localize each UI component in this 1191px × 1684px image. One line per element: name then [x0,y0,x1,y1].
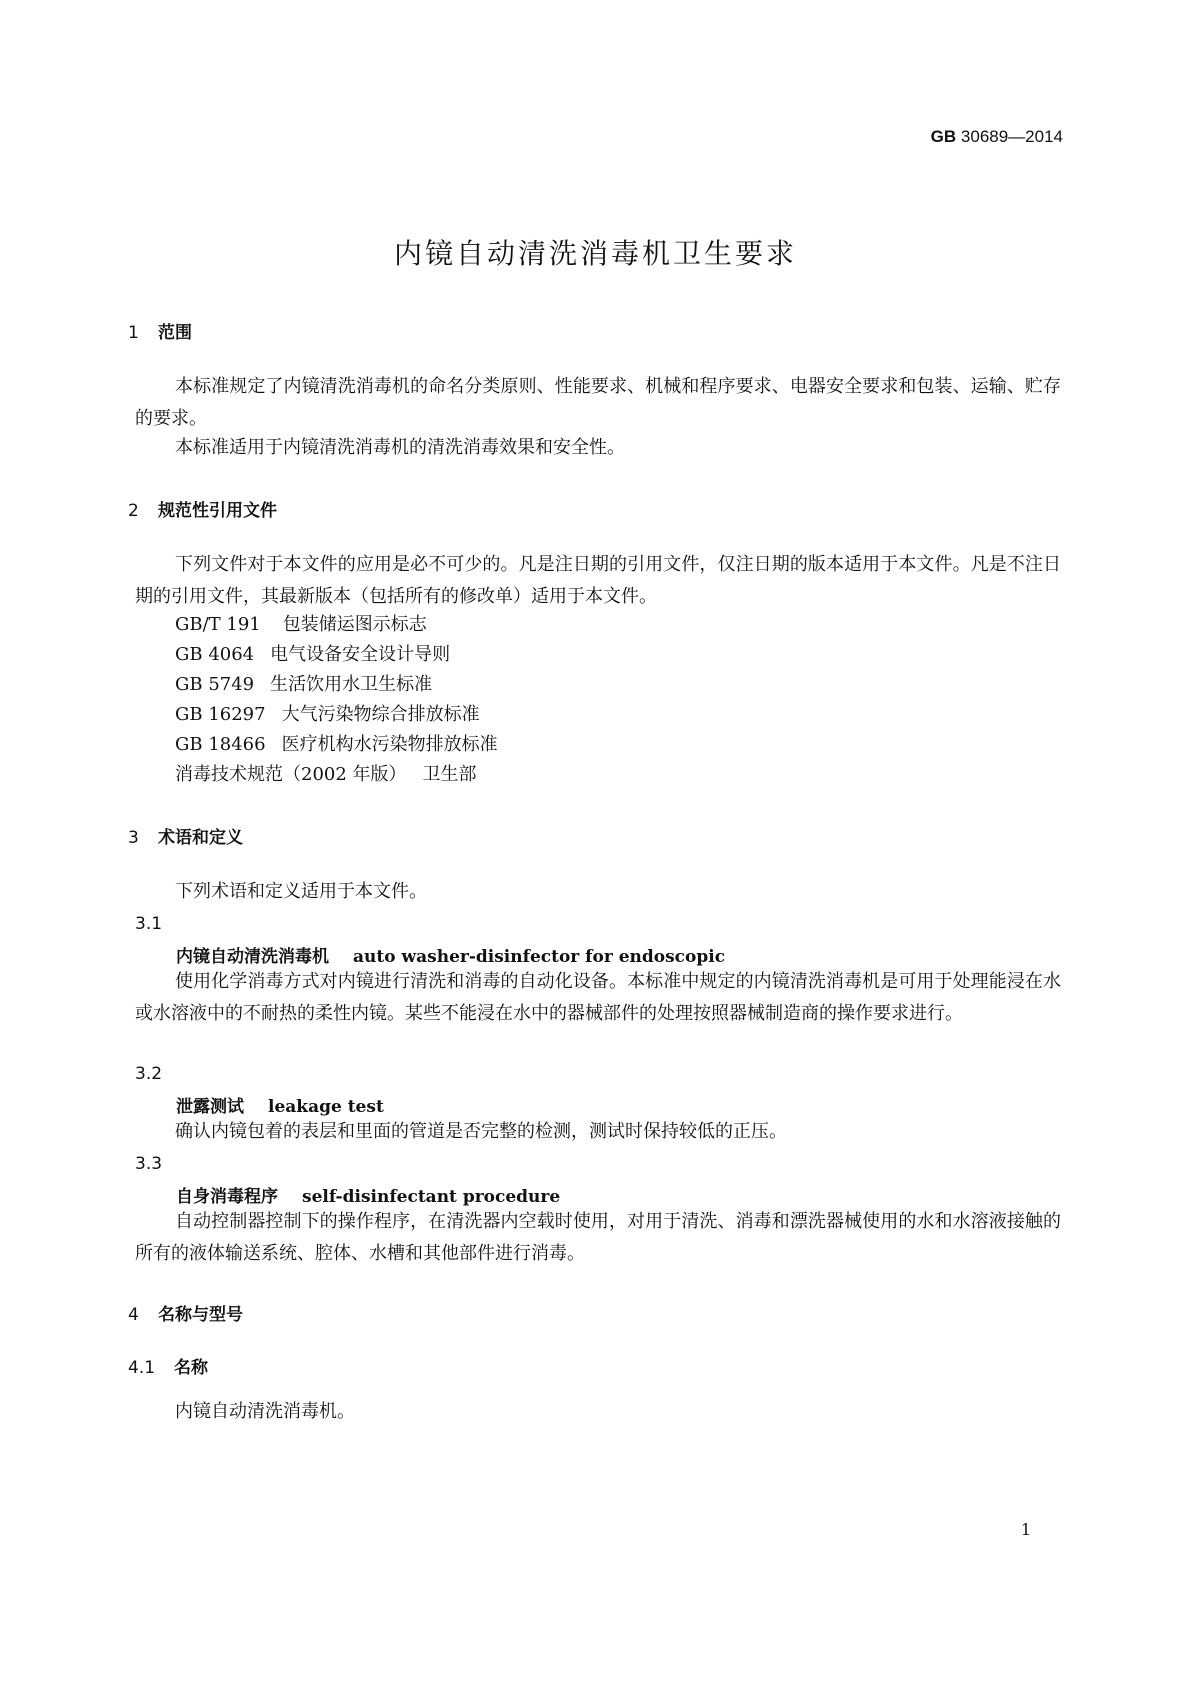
term-chinese: 内镜自动清洗消毒机 [176,947,329,967]
standard-code [931,127,1063,147]
clause-number: 3.2 [135,1064,163,1084]
reference-code: GB 5749 [175,674,255,695]
section-title: 名称与型号 [158,1305,243,1325]
reference-item [175,699,480,731]
clause-number: 3.3 [135,1154,163,1174]
subsection-4-1-heading [128,1353,208,1378]
reference-code: GB 16297 [175,704,266,725]
reference-item [175,609,427,641]
term-chinese: 自身消毒程序 [176,1187,278,1207]
reference-code: GB 4064 [175,644,255,665]
reference-title: 大气污染物综合排放标准 [281,704,480,725]
term-english: leakage test [268,1097,384,1117]
subsection-4-1-text: 内镜自动清洗消毒机。 [175,1401,355,1422]
term-3-3 [176,1182,560,1207]
section-number: 2 [128,501,139,521]
reference-item [175,729,498,761]
section-1-paragraph-1: 本标准规定了内镜清洗消毒机的命名分类原则、性能要求、机械和程序要求、电器安全要求和包装、运输、贮存的要求。 [135,376,1061,429]
section-2-heading [128,496,277,521]
page-number: 1 [1020,1520,1031,1539]
standard-number: 30689—2014 [960,127,1063,146]
section-title: 范围 [158,323,192,343]
section-title: 术语和定义 [158,828,243,848]
section-4-heading [128,1300,243,1325]
document-title: 内镜自动清洗消毒机卫生要求 [393,237,797,270]
reference-item [175,759,477,791]
subsection-number: 4.1 [128,1358,156,1378]
section-3-heading [128,823,243,848]
reference-title: 医疗机构水污染物排放标准 [281,734,498,755]
term-3-1-definition: 使用化学消毒方式对内镜进行清洗和消毒的自动化设备。本标准中规定的内镜清洗消毒机是可用于处理能浸在水或水溶液中的不耐热的柔性内镜。某些不能浸在水中的器械部件的处理按照器械制造商的操作要求进行。 [135,971,1061,1024]
clause-number: 3.1 [135,914,163,934]
section-number: 3 [128,828,139,848]
term-3-1 [176,942,725,967]
reference-title: 电气设备安全设计导则 [270,644,451,665]
term-chinese: 泄露测试 [176,1097,244,1117]
reference-code: GB/T 191 [175,614,261,635]
section-1-heading [128,318,192,343]
reference-code: GB 18466 [175,734,266,755]
term-english: self-disinfectant procedure [302,1187,561,1207]
term-english: auto washer-disinfector for endoscopic [353,947,726,967]
section-number: 4 [128,1305,139,1325]
section-1-paragraph-2: 本标准适用于内镜清洗消毒机的清洗消毒效果和安全性。 [175,437,625,458]
section-3-paragraph-1: 下列术语和定义适用于本文件。 [175,881,427,902]
section-number: 1 [128,323,139,343]
term-3-3-definition: 自动控制器控制下的操作程序，在清洗器内空载时使用，对用于清洗、消毒和漂洗器械使用的水和水溶液接触的所有的液体输送系统、腔体、水槽和其他部件进行消毒。 [135,1211,1061,1264]
reference-code: 消毒技术规范（2002 年版） [175,764,407,785]
reference-item [175,669,432,701]
section-2-paragraph-1: 下列文件对于本文件的应用是必不可少的。凡是注日期的引用文件，仅注日期的版本适用于本文件。凡是不注日期的引用文件，其最新版本（包括所有的修改单）适用于本文件。 [135,554,1061,607]
term-3-2 [176,1092,384,1117]
reference-item [175,639,450,671]
subsection-title: 名称 [174,1358,208,1378]
section-title: 规范性引用文件 [158,501,277,521]
reference-title: 生活饮用水卫生标准 [270,674,433,695]
reference-title: 卫生部 [422,764,477,785]
standard-prefix: GB [930,127,957,146]
term-3-2-definition: 确认内镜包着的表层和里面的管道是否完整的检测，测试时保持较低的正压。 [175,1121,787,1142]
reference-title: 包装储运图示标志 [282,614,427,635]
